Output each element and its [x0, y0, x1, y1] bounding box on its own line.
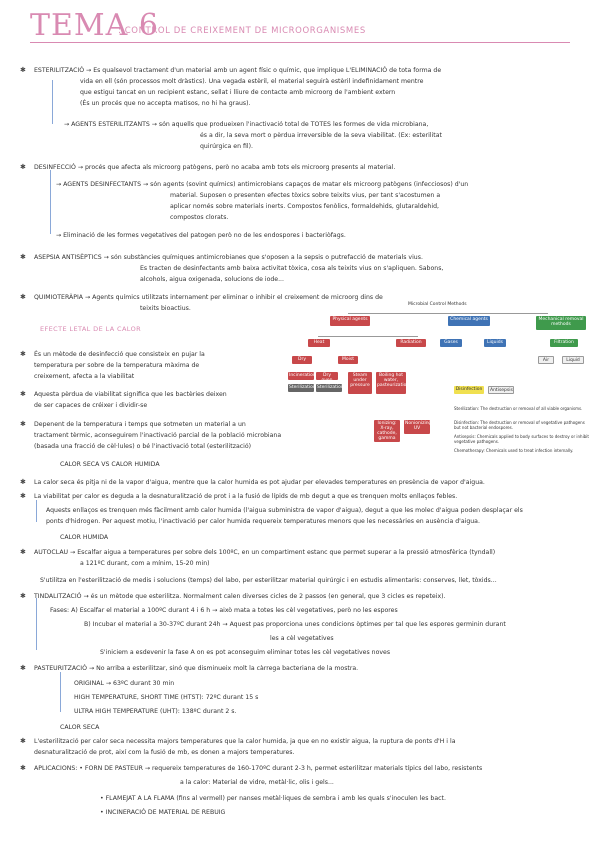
moist-box: Moist — [338, 356, 358, 364]
definition-text: Sterilization: The destruction or removal of all viable organisms. — [454, 406, 583, 411]
liquids-box: Liquids — [484, 339, 506, 347]
text-line: creixement, afecta a la viabilitat — [34, 373, 135, 380]
liquid-box: Liquid — [562, 356, 584, 364]
text-line: HIGH TEMPERATURE, SHORT TIME (HTST): 72ºC durant 15 s — [74, 694, 259, 701]
star-bullet-icon: ✱ — [20, 548, 26, 556]
text-line: ASEPSIA ANTISÈPTICS → són substàncies químiques antimicrobianes que s'oposen a la sepsis o putrefacció de materials vius. — [34, 254, 423, 261]
connector-line — [50, 170, 51, 234]
sterilization-box: Sterilization — [317, 385, 344, 390]
chemical-antisepsis-box: Antisepsis — [490, 388, 513, 393]
text-line: a la calor: Material de vidre, metàl·lic, olis i gels... — [180, 779, 334, 786]
text-line: ESTERILITZACIÓ → Es qualsevol tractament d'un material amb un agent físic o químic, que implique L'ELIMINACIÓ de tota forma de — [34, 67, 442, 74]
definition-text: Chemotherapy: Chemicals used to treat infection internally. — [454, 448, 574, 453]
diagram-connector — [348, 313, 548, 314]
text-line: → AGENTS ESTERILITZANTS → són aquells que produeixen l'inactivació total de TOTES les formes de vida microbiana, — [64, 121, 429, 128]
text-line: a 121ºC durant, com a mínim, 15-20 min) — [80, 560, 210, 567]
star-bullet-icon: ✱ — [20, 492, 26, 500]
diagram-connector — [318, 336, 418, 337]
nonionizing-box: Nonionizing: UV — [404, 420, 430, 434]
text-line: S'utilitza en l'esterilització de medis i solucions (temps) del labo, per esterilitzar material quirúrgic i en estudis alimentaris: conserves, llet, tòxids... — [40, 577, 497, 584]
connector-line — [36, 598, 37, 650]
star-bullet-icon: ✱ — [20, 253, 26, 261]
microbial-control-diagram — [288, 300, 594, 470]
text-line: quirúrgica en fil). — [200, 143, 253, 150]
text-line: ORIGINAL → 63ºC durant 30 min — [74, 680, 175, 687]
text-line: aplicar només sobre materials inerts. Compostos fenòlics, formaldehids, glutaraldehid, — [170, 203, 439, 210]
heat-box: Heat — [308, 339, 330, 347]
text-line: És un mètode de desinfecció que consisteix en pujar la — [34, 351, 205, 358]
star-bullet-icon: ✱ — [20, 293, 26, 301]
connector-line — [52, 80, 53, 124]
text-line: material. Suposen o presenten efectes tòxics sobre teixits vius, per tant s'acostumen a — [170, 192, 441, 199]
ionizing-box: Ionizing: X-ray, cathode, gamma — [374, 420, 400, 442]
star-bullet-icon: ✱ — [20, 592, 26, 600]
text-line: ponts d'hidrogen. Per aquest motiu, l'inactivació per calor humida requereix temperatures menors que les necessàries en ausència d'aigua. — [46, 518, 480, 525]
text-line: S'iniciem a esdevenir la fase A on es pot aconseguim eliminar totes les cèl vegetatives noves — [100, 649, 391, 656]
star-bullet-icon: ✱ — [20, 664, 26, 672]
text-line: • INCINERACIÓ DE MATERIAL DE REBUIG — [100, 809, 226, 816]
chemical-disinfection-box: Disinfection — [455, 387, 483, 392]
text-line: QUIMIOTERÀPIA → Agents químics utilitzats internament per eliminar o inhibir el creixement de microorg dins de — [34, 294, 383, 301]
star-bullet-icon: ✱ — [20, 737, 26, 745]
text-line: B) Incubar el material a 30-37ºC durant 24h → Aquest pas proporciona unes condicions òptimes per tal que les espores germinin durant — [84, 621, 506, 628]
text-line: PASTEURITZACIÓ → No arriba a esterilitzar, sinó que disminueix molt la càrrega bacteriana de la mostra. — [34, 665, 359, 672]
star-bullet-icon: ✱ — [20, 420, 26, 428]
text-line: temperatura per sobre de la temperatura màxima de — [34, 362, 200, 369]
mechanical-box: Mechanical removal methods — [536, 316, 586, 330]
star-bullet-icon: ✱ — [20, 66, 26, 74]
star-bullet-icon: ✱ — [20, 764, 26, 772]
text-line: que estigui tancat en un recipient estanc, sellat i lliure de contacte amb microorg de l'ambient extern — [80, 89, 396, 96]
star-bullet-icon: ✱ — [20, 163, 26, 171]
text-line: La calor seca és pitja ni de la vapor d'aigua, mentre que la calor humida es pot ajudar per elevades temperatures en presència de vapor d'aigua. — [34, 479, 485, 486]
text-line: → Eliminació de les formes vegetatives del patogen però no de les endospores i bacteriòfags. — [56, 232, 346, 239]
text-line: Depenent de la temperatura i temps que sotmeten un material a un — [34, 421, 246, 428]
text-line: AUTOCLAU → Escalfar aigua a temperatures per sobre dels 100ºC, en un compartiment estanc que permet superar a la pressió atmosfèrica (tyndall) — [34, 549, 496, 556]
text-line: (És un procés que no accepta matisos, no hi ha graus). — [80, 100, 251, 107]
text-line: tractament tèrmic, aconseguirem l'inactivació parcial de la població microbiana — [34, 432, 282, 439]
sterilization-box: Sterilization — [289, 385, 316, 390]
steam-box: Steam under pressure — [348, 372, 372, 394]
text-line: ULTRA HIGH TEMPERATURE (UHT): 138ºC durant 2 s. — [74, 708, 237, 715]
incineration-box: Incineration — [289, 373, 316, 378]
text-line: DESINFECCIÓ → procés que afecta als microorg patògens, però no acaba amb tots els microorg presents al material. — [34, 164, 396, 171]
text-line: és a dir, la seva mort o pèrdua irreversible de la seva viabilitat. (Ex: esterilitat — [200, 132, 442, 139]
text-line: vida en ell (són processos molt dràstics). Una vegada estèril, el material seguirà estèril indefinidament mentre — [80, 78, 424, 85]
chemical-agents-box: Chemical agents — [448, 316, 490, 326]
title-underline — [30, 42, 570, 43]
text-line: Fases: A) Escalfar el material a 100ºC durant 4 i 6 h → això mata a totes les cèl vegetatives, però no les espores — [50, 607, 398, 614]
physical-agents-box: Physical agents — [330, 316, 370, 326]
dry-box: Dry — [292, 356, 312, 364]
star-bullet-icon: ✱ — [20, 350, 26, 358]
air-box: Air — [538, 356, 554, 364]
text-line: APLICACIONS: • FORN DE PASTEUR → requereix temperatures de 160-170ºC durant 2-3 h, permet esterilitzar materials típics del labo, resistents — [34, 765, 483, 772]
text-line: de ser capaces de créixer i dividir-se — [34, 402, 148, 409]
connector-line — [36, 500, 37, 522]
text-line: → AGENTS DESINFECTANTS → són agents (sovint químics) antimicrobians capaços de matar els microorg patògens (infecciosos) d'un — [56, 181, 469, 188]
star-bullet-icon: ✱ — [20, 390, 26, 398]
text-line: • FLAMEJAT A LA FLAMA (fins al vermell) per nanses metàl·liques de sembra i amb les quals s'inoculen les bact. — [100, 795, 446, 802]
text-line: desnaturalització de prot, així com la fusió de mb, es donen a majors temperatures. — [34, 749, 295, 756]
section-heading: EFECTE LETAL DE LA CALOR — [40, 325, 142, 333]
diagram-title: Microbial Control Methods — [408, 302, 467, 307]
text-line: compostos clorats. — [170, 214, 229, 221]
text-line: alcohols, aigua oxigenada, solucions de iode... — [140, 276, 284, 283]
sub-heading: CALOR SECA VS CALOR HUMIDA — [60, 461, 160, 468]
title-tema: TEMA 6 — [30, 8, 159, 43]
text-line: TINDALITZACIÓ → és un mètode que esterilitza. Normalment calen diverses cicles de 2 passos (en general, que 3 cicles es repeteix). — [34, 593, 446, 600]
text-line: Aquests enllaços es trenquen més fàcilment amb calor humida (l'aigua subministra de vapor d'aigua), degut a que les molec d'aigua poden desplaçar els — [46, 507, 523, 514]
boiling-box: Boiling hot water, pasteurization — [376, 372, 406, 394]
sub-heading: CALOR HUMIDA — [60, 534, 109, 541]
gases-box: Gases — [440, 339, 462, 347]
dry-oven-box: Dry oven — [316, 372, 338, 380]
sub-heading: CALOR SECA — [60, 724, 100, 731]
text-line: teixits bioactius. — [140, 305, 191, 312]
radiation-box: Radiation — [396, 339, 426, 347]
text-line: les a cèl vegetatives — [270, 635, 334, 642]
title-subtitle: : CONTROL DE CREIXEMENT DE MICROORGANISMES — [118, 26, 366, 36]
text-line: L'esterilització per calor seca necessita majors temperatures que la calor humida, ja que en no existir aigua, la ruptura de ponts d'H i la — [34, 738, 456, 745]
connector-line — [60, 672, 61, 712]
text-line: Es tracten de desinfectants amb baixa activitat tòxica, cosa als teixits vius on s'apliquen. Sabons, — [140, 265, 444, 272]
definition-text: Antisepsis: Chemicals applied to body surfaces to destroy or inhibit vegetative pathogens. — [454, 434, 589, 444]
text-line: (basada una fracció de cèl·lules) o bé l'inactivació total (esterilització) — [34, 443, 252, 450]
star-bullet-icon: ✱ — [20, 478, 26, 486]
filtration-box: Filtration — [550, 339, 578, 347]
definition-text: Disinfection: The destruction or removal of vegetative pathogens but not bacterial endospores. — [454, 420, 585, 430]
text-line: La viabilitat per calor es deguda a la desnaturalització de prot i a la fusió de lípids de mb degut a que es trenquen molts enllaços febles. — [34, 493, 458, 500]
text-line: Aquesta pèrdua de viabilitat significa que les bactèries deixen — [34, 391, 227, 398]
